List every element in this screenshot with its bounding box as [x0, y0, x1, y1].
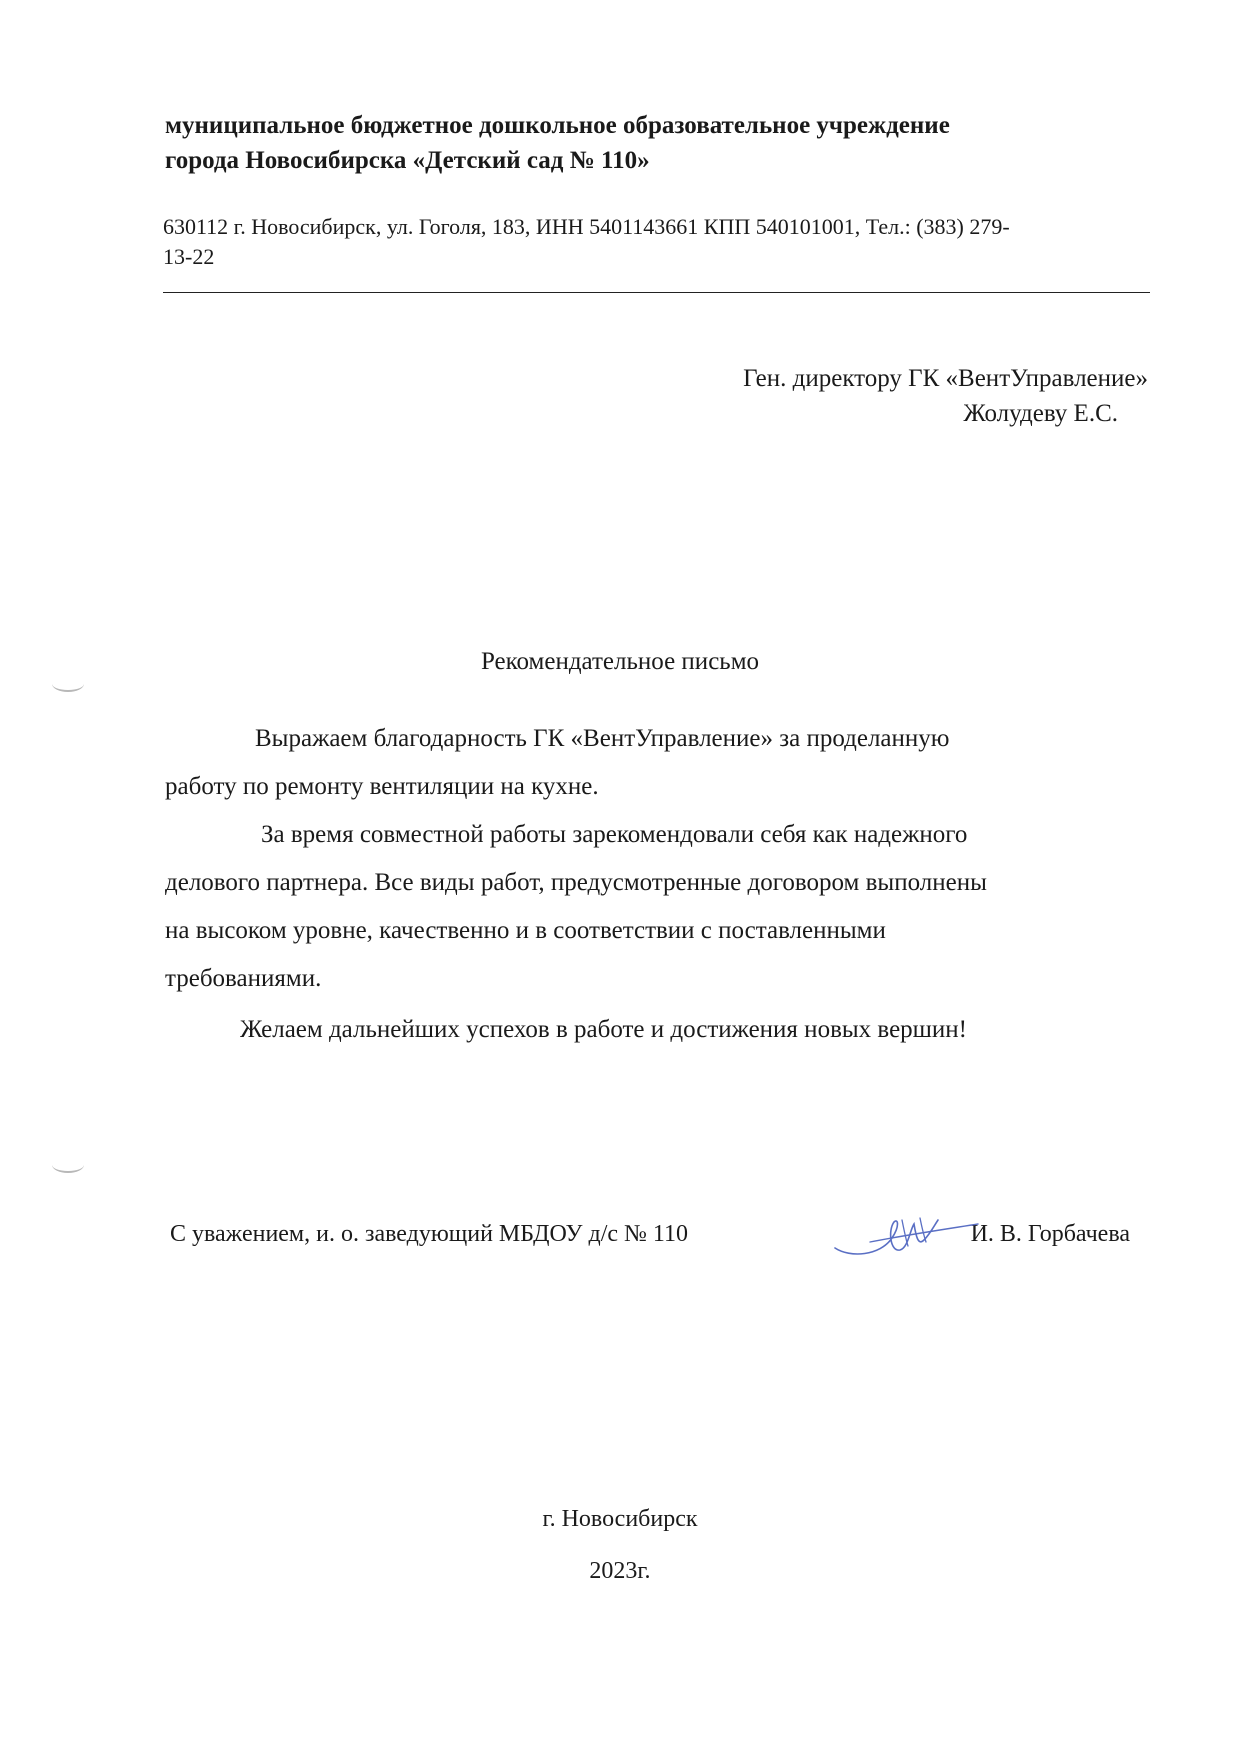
signature-closing: С уважением, и. о. заведующий МБДОУ д/с № 110	[170, 1221, 689, 1247]
header-divider	[163, 292, 1150, 293]
organization-name	[165, 108, 1125, 178]
body-line: За время совместной работы зарекомендовали себя как надежного	[261, 821, 968, 848]
body-line: на высоком уровне, качественно и в соответствии с поставленными	[165, 917, 886, 944]
punch-hole-mark	[52, 676, 84, 692]
punch-hole-mark	[52, 1157, 84, 1173]
signatory-name: И. В. Горбачева	[970, 1221, 1130, 1247]
body-line: работу по ремонту вентиляции на кухне.	[165, 773, 599, 800]
year-of-issue: 2023г.	[589, 1558, 651, 1584]
addressee-position: Ген. директору ГК «ВентУправление»	[743, 365, 1148, 392]
body-line: делового партнера. Все виды работ, предусмотренные договором выполнены	[165, 869, 987, 896]
addressee-name: Жолудеву Е.С.	[963, 400, 1118, 427]
body-line: Желаем дальнейших успехов в работе и достижения новых вершин!	[240, 1016, 968, 1043]
organization-address-line: 13-22	[163, 244, 215, 269]
organization-address-line: 630112 г. Новосибирск, ул. Гоголя, 183, ИНН 5401143661 КПП 540101001, Тел.: (383) 279-	[163, 214, 1010, 239]
organization-address	[163, 212, 1153, 272]
organization-name-line: муниципальное бюджетное дошкольное образовательное учреждение	[165, 112, 950, 139]
body-line: Выражаем благодарность ГК «ВентУправление» за проделанную	[255, 725, 950, 752]
addressee-block	[588, 361, 1148, 431]
handwritten-signature	[830, 1200, 980, 1265]
letter-body	[165, 715, 1155, 1054]
body-paragraph	[165, 715, 1155, 811]
signature-row	[170, 1218, 1130, 1258]
body-line: требованиями.	[165, 965, 322, 992]
place-of-issue: г. Новосибирск	[542, 1506, 698, 1532]
letter-title: Рекомендательное письмо	[480, 648, 760, 675]
organization-name-line: города Новосибирска «Детский сад № 110»	[165, 147, 650, 174]
body-paragraph	[165, 811, 1155, 1003]
body-paragraph	[165, 1006, 1155, 1054]
